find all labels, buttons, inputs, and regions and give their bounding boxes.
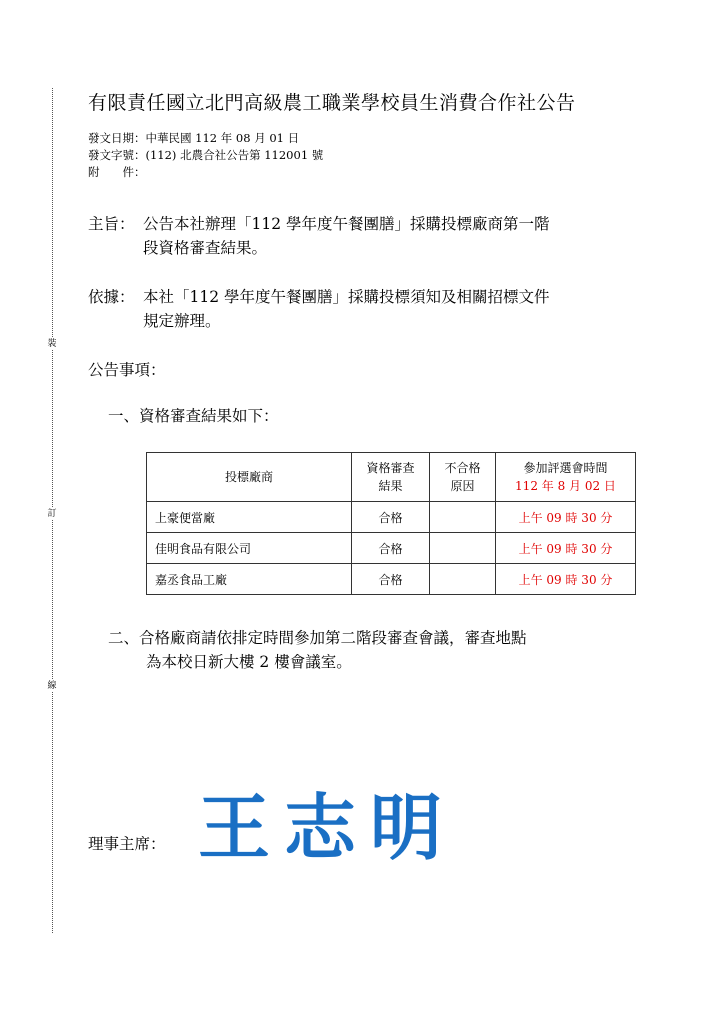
vendor-cell: 嘉丞食品工廠: [147, 564, 352, 595]
time-cell: 上午 09 時 30 分: [496, 502, 636, 533]
result-cell: 合格: [352, 502, 430, 533]
reference-number: 發文字號：(112) 北農合社公告第 112001 號: [88, 148, 324, 162]
header-time-line-1: 參加評選會時間: [523, 461, 608, 475]
result-cell: 合格: [352, 564, 430, 595]
header-review-line-1: 資格審查: [366, 461, 415, 475]
attachments: 附 件：: [88, 165, 146, 179]
header-fail-line-2: 原因: [450, 479, 475, 493]
header-review-line-2: 結果: [378, 479, 403, 493]
header-review: [352, 453, 430, 502]
chairman-signature-stamp: 王志明: [198, 786, 457, 870]
reason-cell: [430, 502, 496, 533]
signature-label: 理事主席：: [88, 835, 166, 853]
item-2-line-2: 為本校日新大樓 2 樓會議室。: [146, 653, 352, 671]
table-header-row: [147, 453, 636, 502]
basis-line-1: 本社「112 學年度午餐團膳」採購投標須知及相關招標文件: [143, 288, 550, 306]
issue-date: 發文日期：中華民國 112 年 08 月 01 日: [88, 131, 300, 145]
vendor-cell: 佳明食品有限公司: [147, 533, 352, 564]
subject-line-2: 段資格審查結果。: [143, 239, 268, 257]
header-time-date: 112 年 8 月 02 日: [515, 479, 616, 493]
notice-item-1: 一、資格審查結果如下：: [108, 407, 279, 425]
basis-paragraph: [88, 285, 648, 333]
item-2-line-1: 二、合格廠商請依排定時間參加第二階段審查會議，審查地點: [108, 629, 527, 647]
result-cell: 合格: [352, 533, 430, 564]
results-table: [146, 452, 636, 595]
table-row: [147, 502, 636, 533]
subject-label: 主旨：: [88, 215, 135, 233]
binding-char-zhuang: 裝: [45, 338, 59, 350]
subject-paragraph: [88, 212, 648, 260]
header-meeting-time: [496, 453, 636, 502]
reason-cell: [430, 533, 496, 564]
vendor-cell: 上豪便當廠: [147, 502, 352, 533]
basis-line-2: 規定辦理。: [143, 312, 221, 330]
binding-char-ding: 訂: [45, 508, 59, 520]
document-title: 有限責任國立北門高級農工職業學校員生消費合作社公告: [88, 92, 576, 114]
header-fail-reason: [430, 453, 496, 502]
reason-cell: [430, 564, 496, 595]
time-cell: 上午 09 時 30 分: [496, 564, 636, 595]
header-fail-line-1: 不合格: [444, 461, 481, 475]
binding-char-xian: 線: [45, 680, 59, 692]
table-row: [147, 564, 636, 595]
basis-label: 依據：: [88, 288, 135, 306]
subject-line-1: 公告本社辦理「112 學年度午餐團膳」採購投標廠商第一階: [143, 215, 550, 233]
header-vendor: 投標廠商: [147, 453, 352, 502]
table-row: [147, 533, 636, 564]
notice-item-2: [108, 626, 653, 674]
notice-heading: 公告事項：: [88, 361, 166, 379]
time-cell: 上午 09 時 30 分: [496, 533, 636, 564]
